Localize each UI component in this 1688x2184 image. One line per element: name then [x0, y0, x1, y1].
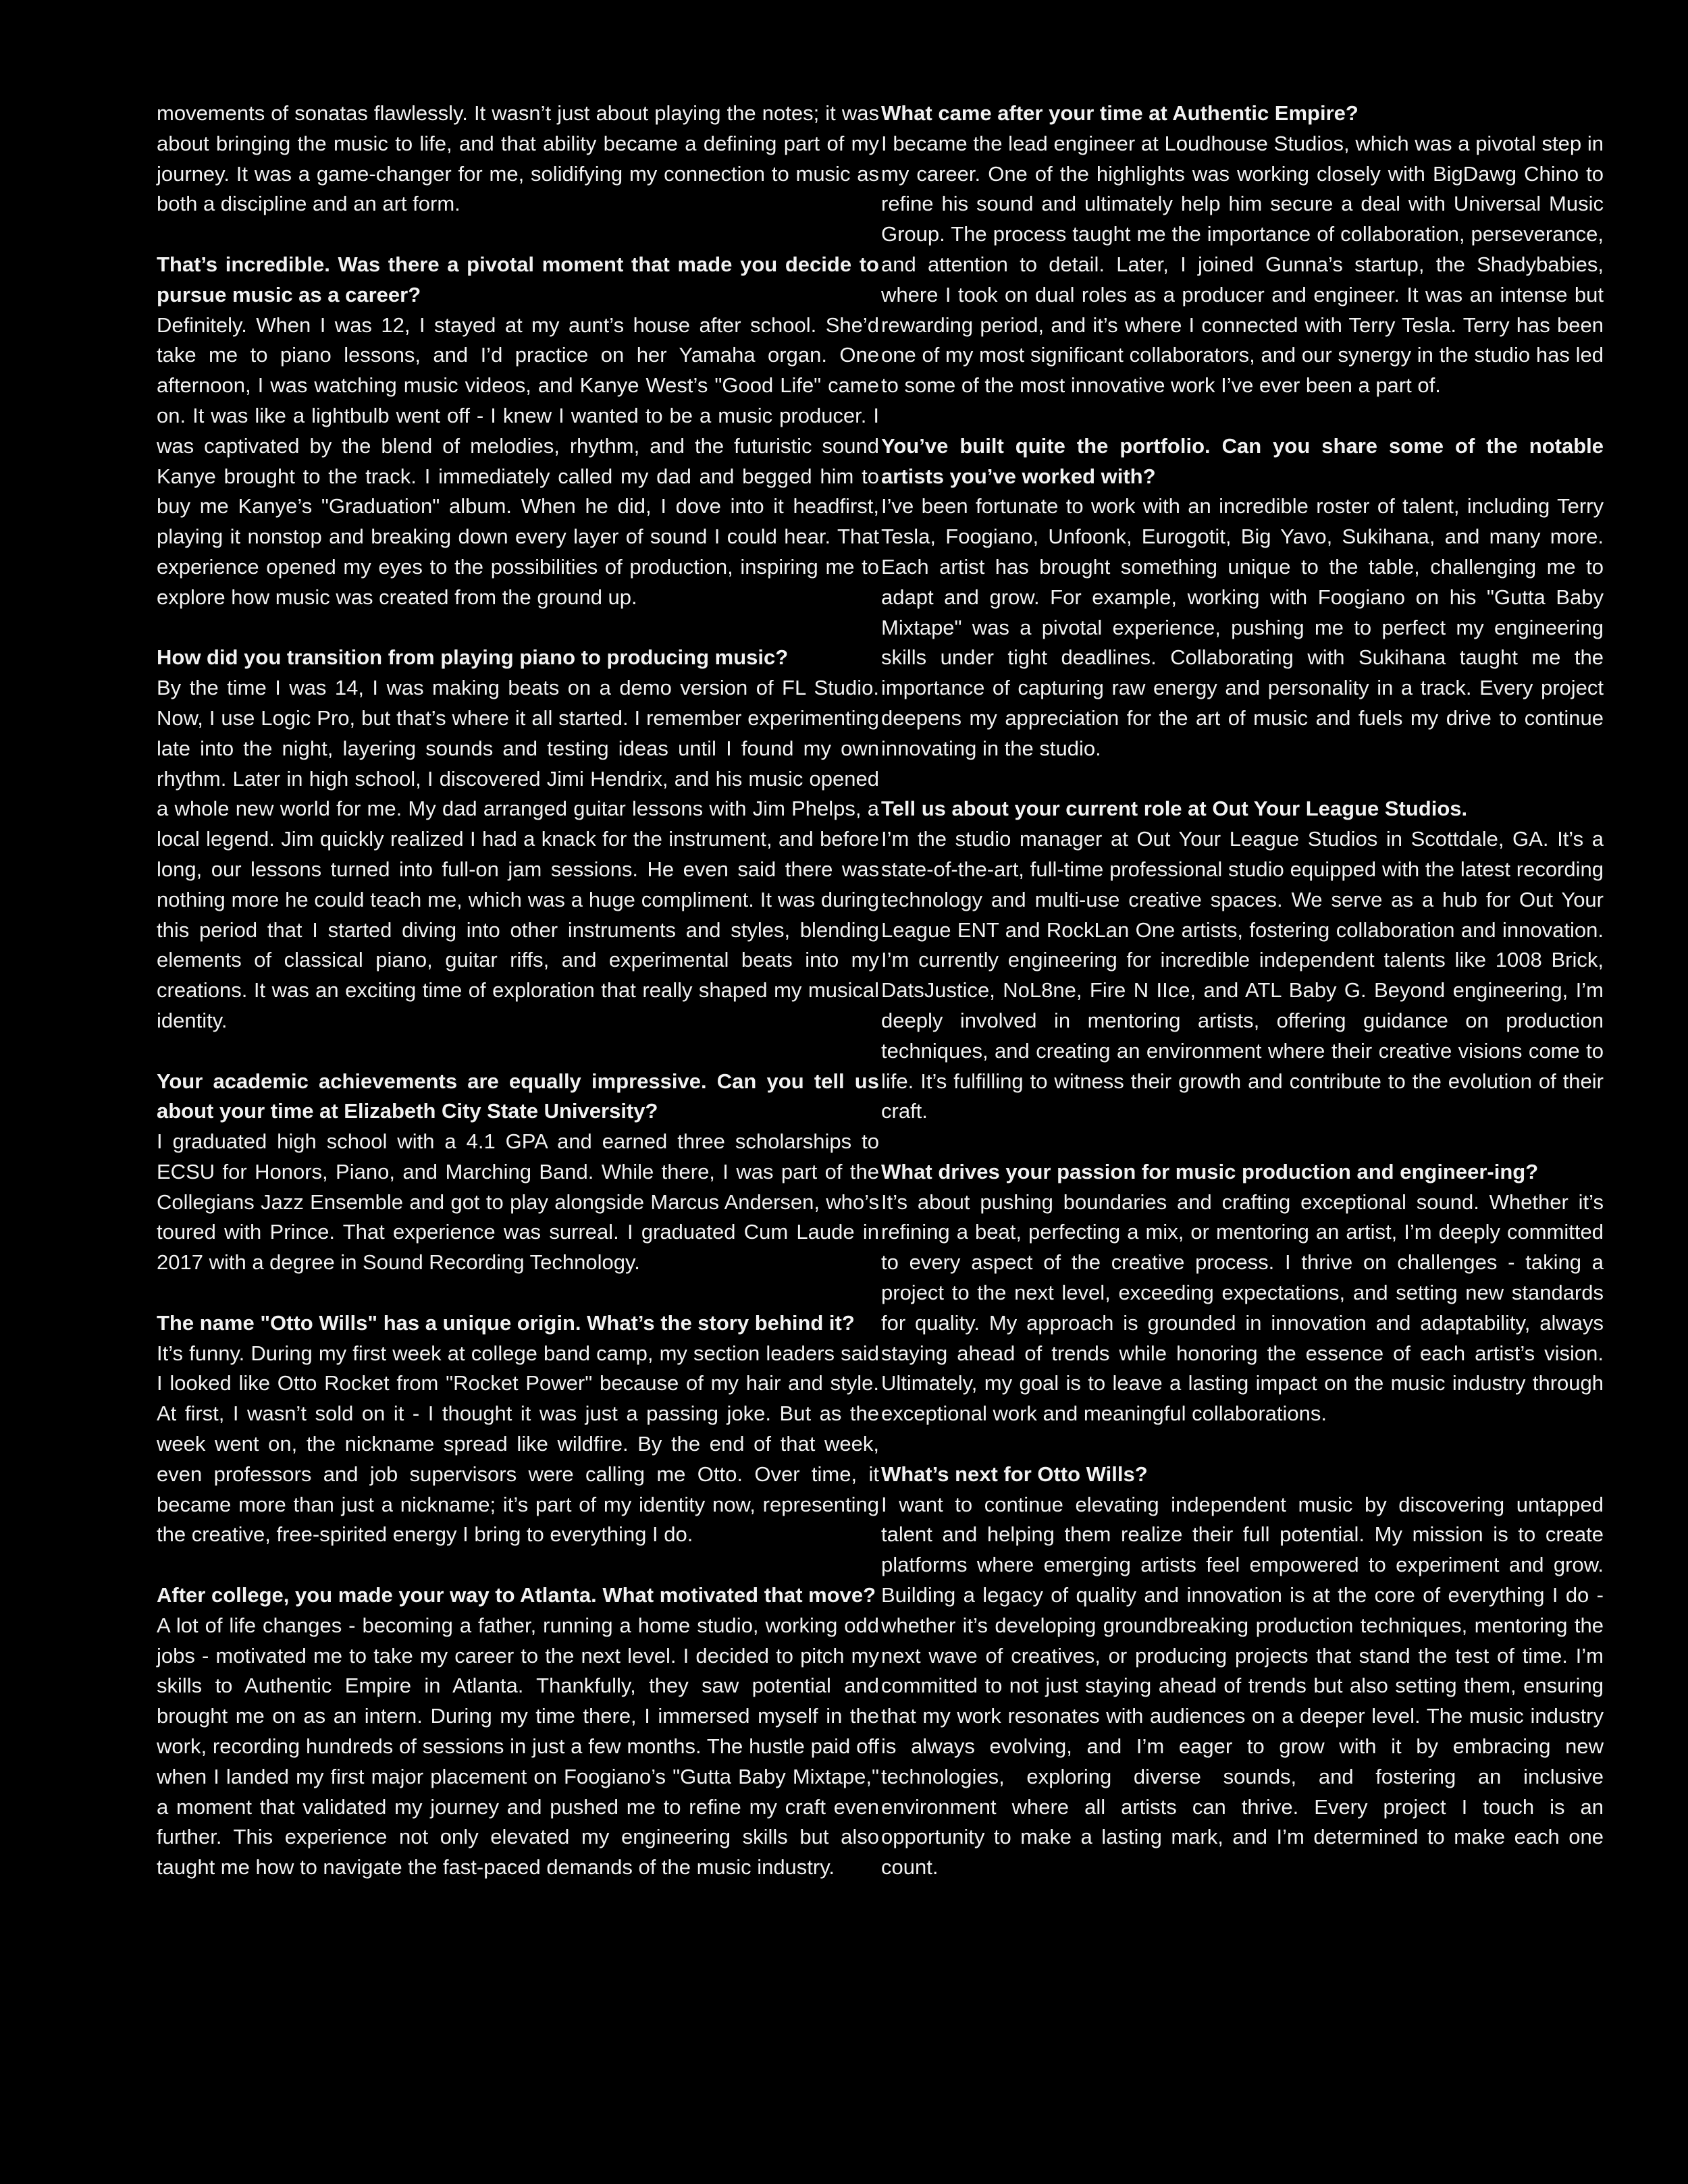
right-column — [881, 99, 1604, 2117]
interview-question: That’s incredible. Was there a pivotal moment that made you decide to pursue music as a career? — [157, 252, 879, 307]
interview-answer: I’m the studio manager at Out Your League Studios in Scottdale, GA. It’s a state-of-the-art, full-time professional studio equipped with the latest recording technology and multi-use creative spaces. We serve as a hub for Out Your League ENT and RockLan One artists, fostering collaboration and innovation. I’m currently engineering for incredible independent talents like 1008 Brick, DatsJustice, NoL8ne, Fire N IIce, and ATL Baby G. Beyond engineering, I’m deeply involved in mentoring artists, offering guidance on production techniques, and creating an environment where their creative visions come to life. It’s fulfilling to witness their growth and contribute to the evolution of their craft. — [881, 827, 1604, 1123]
qa-block — [157, 1580, 879, 1883]
interview-question: What came after your time at Authentic Empire? — [881, 101, 1359, 125]
qa-block — [157, 250, 879, 613]
qa-block — [881, 99, 1604, 401]
interview-answer: Definitely. When I was 12, I stayed at my aunt’s house after school. She’d take me to piano lessons, and I’d practice on her Yamaha organ. One afternoon, I was watching music videos, and Kanye West’s "Good Life" came on. It was like a lightbulb went off - I knew I wanted to be a music producer. I was captivated by the blend of melodies, rhythm, and the futuristic sound Kanye brought to the track. I immediately called my dad and begged him to buy me Kanye’s "Graduation" album. When he did, I dove into it headfirst, playing it nonstop and breaking down every layer of sound I could hear. That experience opened my eyes to the possibilities of production, inspiring me to explore how music was created from the ground up. — [157, 313, 879, 609]
interview-answer: By the time I was 14, I was making beats on a demo version of FL Studio. Now, I use Logic Pro, but that’s where it all started. I remember experimenting late into the night, layering sounds and testing ideas until I found my own rhythm. Later in high school, I discovered Jimi Hendrix, and his music opened a whole new world for me. My dad arranged guitar lessons with Jim Phelps, a local legend. Jim quickly realized I had a knack for the instrument, and before long, our lessons turned into full-on jam sessions. He even said there was nothing more he could teach me, which was a huge compliment. It was during this period that I started diving into other instruments and styles, blending elements of classical piano, guitar riffs, and experimental beats into my creations. It was an exciting time of exploration that really shaped my musical identity. — [157, 676, 879, 1032]
continued-paragraph: movements of sonatas flawlessly. It wasn’t just about playing the notes; it was about bringing the music to life, and that ability became a defining part of my journey. It was a game-changer for me, solidifying my connection to music as both a discipline and an art form. — [157, 101, 879, 216]
interview-answer: I want to continue elevating independent music by discovering untapped talent and helping them realize their full potential. My mission is to create platforms where emerging artists feel empowered to experiment and grow. Building a legacy of quality and innovation is at the core of everything I do - whether it’s developing groundbreaking production techniques, mentoring the next wave of creatives, or producing projects that stand the test of time. I’m committed to not just staying ahead of trends but also setting them, ensuring that my work resonates with audiences on a deeper level. The music industry is always evolving, and I’m eager to grow with it by embracing new technologies, exploring diverse sounds, and fostering an inclusive environment where all artists can thrive. Every project I touch is an opportunity to make a lasting mark, and I’m determined to make each one count. — [881, 1492, 1604, 1880]
interview-page — [157, 99, 1604, 2117]
interview-question: How did you transition from playing piano to producing music? — [157, 645, 789, 670]
interview-answer: It’s about pushing boundaries and crafting exceptional sound. Whether it’s refining a beat, perfecting a mix, or mentoring an artist, I’m deeply committed to every aspect of the creative process. I thrive on challenges - taking a project to the next level, exceeding expectations, and setting new standards for quality. My approach is grounded in innovation and adaptability, always staying ahead of trends while honoring the essence of each artist’s vision. Ultimately, my goal is to leave a lasting impact on the music industry through exceptional work and meaningful collaborations. — [881, 1190, 1604, 1426]
qa-block — [881, 1157, 1604, 1429]
qa-block — [157, 1067, 879, 1279]
interview-question: The name "Otto Wills" has a unique origin. What’s the story behind it? — [157, 1310, 855, 1335]
interview-question: After college, you made your way to Atlanta. What motivated that move? — [157, 1583, 876, 1607]
qa-block — [157, 643, 879, 1036]
interview-question: You’ve built quite the portfolio. Can you share some of the notable artists you’ve worked with? — [881, 433, 1604, 488]
interview-question: What drives your passion for music production and engineer-ing? — [881, 1159, 1539, 1183]
qa-block — [157, 1308, 879, 1550]
interview-answer: It’s funny. During my first week at college band camp, my section leaders said I looked like Otto Rocket from "Rocket Power" because of my hair and style. At first, I wasn’t sold on it - I thought it was just a passing joke. But as the week went on, the nickname spread like wildfire. By the end of that week, even professors and job supervisors were calling me Otto. Over time, it became more than just a nickname; it’s part of my identity now, representing the creative, free-spirited energy I bring to everything I do. — [157, 1341, 879, 1547]
interview-question: What’s next for Otto Wills? — [881, 1462, 1148, 1486]
interview-answer: A lot of life changes - becoming a father, running a home studio, working odd jobs - motivated me to take my career to the next level. I decided to pitch my skills to Authentic Empire in Atlanta. Thankfully, they saw potential and brought me on as an intern. During my time there, I immersed myself in the work, recording hundreds of sessions in just a few months. The hustle paid off when I landed my first major placement on Foogiano’s "Gutta Baby Mixtape," a moment that validated my journey and pushed me to refine my craft even further. This experience not only elevated my engineering skills but also taught me how to navigate the fast-paced demands of the music industry. — [157, 1613, 879, 1880]
interview-question: Your academic achievements are equally impressive. Can you tell us about your time at Elizabeth City State University? — [157, 1069, 879, 1123]
left-column — [157, 99, 879, 2117]
interview-answer: I’ve been fortunate to work with an incredible roster of talent, including Terry Tesla, Foogiano, Unfoonk, Eurogotit, Big Yavo, Sukihana, and many more. Each artist has brought something unique to the table, challenging me to adapt and grow. For example, working with Foogiano on his "Gutta Baby Mixtape" was a pivotal experience, pushing me to perfect my engineering skills under tight deadlines. Collaborating with Sukihana taught me the importance of capturing raw energy and personality in a track. Every project deepens my appreciation for the art of music and fuels my drive to continue innovating in the studio. — [881, 494, 1604, 760]
interview-question: Tell us about your current role at Out Your League Studios. — [881, 797, 1468, 821]
qa-block — [881, 431, 1604, 764]
interview-answer: I became the lead engineer at Loudhouse Studios, which was a pivotal step in my career. One of the highlights was working closely with BigDawg Chino to refine his sound and ultimately help him secure a deal with Universal Music Group. The process taught me the importance of collaboration, perseverance, and attention to detail. Later, I joined Gunna’s startup, the Shadybabies, where I took on dual roles as a producer and engineer. It was an intense but rewarding period, and it’s where I connected with Terry Tesla. Terry has been one of my most significant collaborators, and our synergy in the studio has led to some of the most innovative work I’ve ever been a part of. — [881, 131, 1604, 398]
interview-answer: I graduated high school with a 4.1 GPA and earned three scholarships to ECSU for Honors, Piano, and Marching Band. While there, I was part of the Collegians Jazz Ensemble and got to play alongside Marcus Andersen, who’s toured with Prince. That experience was surreal. I graduated Cum Laude in 2017 with a degree in Sound Recording Technology. — [157, 1129, 879, 1275]
qa-block — [881, 794, 1604, 1127]
qa-block — [881, 1460, 1604, 1883]
